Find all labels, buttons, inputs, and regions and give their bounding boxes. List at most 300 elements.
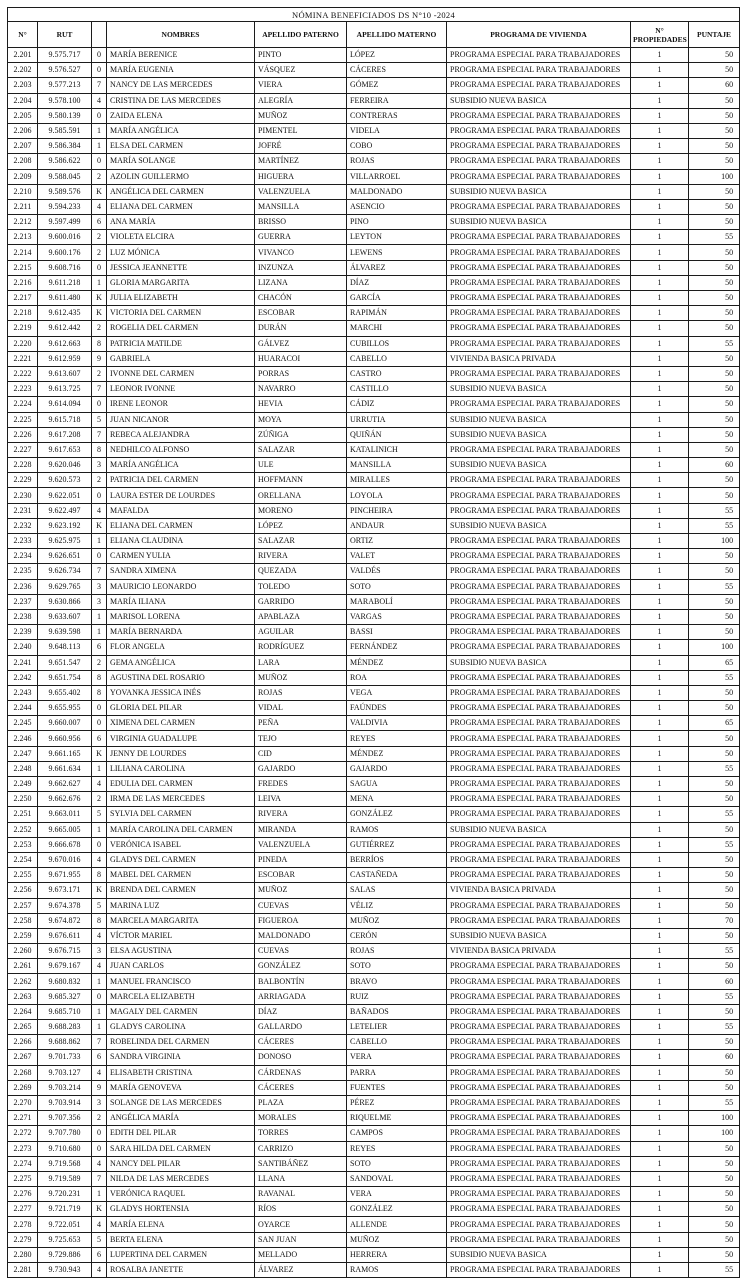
cell-nombres: VÍCTOR MARIEL [107,928,255,943]
cell-apellido-materno: CUBILLOS [347,336,447,351]
cell-apellido-paterno: VALENZUELA [255,837,347,852]
cell-dv: 2 [92,245,107,260]
table-row [8,731,740,746]
cell-num-propiedades: 1 [631,1171,689,1186]
cell-num-propiedades: 1 [631,959,689,974]
cell-apellido-materno: VEGA [347,685,447,700]
cell-numero: 2.265 [8,1020,38,1035]
table-row [8,777,740,792]
cell-apellido-materno: MIRALLES [347,473,447,488]
cell-numero: 2.251 [8,807,38,822]
cell-dv: 0 [92,989,107,1004]
cell-numero: 2.202 [8,63,38,78]
table-row [8,503,740,518]
cell-num-propiedades: 1 [631,48,689,63]
cell-apellido-paterno: ÁLVAREZ [255,1263,347,1278]
cell-apellido-paterno: MORENO [255,503,347,518]
cell-apellido-materno: FERREIRA [347,93,447,108]
cell-puntaje: 50 [689,275,740,290]
cell-programa-vivienda: PROGRAMA ESPECIAL PARA TRABAJADORES [447,974,631,989]
cell-numero: 2.271 [8,1111,38,1126]
table-row [8,1020,740,1035]
cell-rut: 9.608.716 [38,260,92,275]
cell-dv: 2 [92,655,107,670]
cell-apellido-materno: VERA [347,1050,447,1065]
cell-dv: 8 [92,868,107,883]
table-row [8,761,740,776]
cell-programa-vivienda: SUBSIDIO NUEVA BASICA [447,184,631,199]
cell-rut: 9.720.231 [38,1187,92,1202]
cell-num-propiedades: 1 [631,670,689,685]
cell-nombres: VIRGINIA GUADALUPE [107,731,255,746]
cell-numero: 2.252 [8,822,38,837]
cell-apellido-paterno: MALDONADO [255,928,347,943]
cell-dv: K [92,518,107,533]
table-row [8,1187,740,1202]
cell-nombres: ELISABETH CRISTINA [107,1065,255,1080]
cell-apellido-materno: PINCHEIRA [347,503,447,518]
cell-num-propiedades: 1 [631,579,689,594]
cell-programa-vivienda: PROGRAMA ESPECIAL PARA TRABAJADORES [447,594,631,609]
header-num-propiedades: N° PROPIEDADES [631,22,689,48]
cell-rut: 9.611.218 [38,275,92,290]
cell-dv: 1 [92,974,107,989]
cell-dv: 0 [92,549,107,564]
cell-rut: 9.703.914 [38,1095,92,1110]
cell-nombres: MARÍA ANGÉLICA [107,123,255,138]
cell-apellido-materno: QUIÑÁN [347,427,447,442]
cell-dv: 4 [92,1156,107,1171]
cell-apellido-materno: LEWENS [347,245,447,260]
cell-programa-vivienda: PROGRAMA ESPECIAL PARA TRABAJADORES [447,640,631,655]
table-row [8,306,740,321]
cell-nombres: VICTORIA DEL CARMEN [107,306,255,321]
cell-apellido-paterno: CÁCERES [255,1080,347,1095]
cell-nombres: ANA MARÍA [107,215,255,230]
cell-num-propiedades: 1 [631,640,689,655]
cell-programa-vivienda: PROGRAMA ESPECIAL PARA TRABAJADORES [447,564,631,579]
cell-programa-vivienda: PROGRAMA ESPECIAL PARA TRABAJADORES [447,579,631,594]
cell-dv: K [92,746,107,761]
cell-apellido-paterno: RODRÍGUEZ [255,640,347,655]
cell-numero: 2.205 [8,108,38,123]
cell-num-propiedades: 1 [631,701,689,716]
cell-numero: 2.213 [8,230,38,245]
cell-dv: 5 [92,412,107,427]
cell-dv: 2 [92,321,107,336]
cell-apellido-materno: PARRA [347,1065,447,1080]
cell-programa-vivienda: PROGRAMA ESPECIAL PARA TRABAJADORES [447,807,631,822]
cell-puntaje: 100 [689,1111,740,1126]
cell-nombres: ZAIDA ELENA [107,108,255,123]
cell-apellido-materno: GONZÁLEZ [347,1202,447,1217]
table-row [8,944,740,959]
cell-puntaje: 55 [689,579,740,594]
cell-nombres: JULIA ELIZABETH [107,291,255,306]
cell-numero: 2.278 [8,1217,38,1232]
cell-numero: 2.273 [8,1141,38,1156]
cell-puntaje: 55 [689,1020,740,1035]
cell-num-propiedades: 1 [631,868,689,883]
cell-programa-vivienda: VIVIENDA BASICA PRIVADA [447,944,631,959]
cell-apellido-materno: CASTAÑEDA [347,868,447,883]
cell-apellido-materno: ASENCIO [347,199,447,214]
cell-num-propiedades: 1 [631,1095,689,1110]
cell-apellido-materno: CÁDIZ [347,397,447,412]
cell-apellido-materno: RIQUELME [347,1111,447,1126]
cell-nombres: IRMA DE LAS MERCEDES [107,792,255,807]
cell-num-propiedades: 1 [631,397,689,412]
cell-numero: 2.259 [8,928,38,943]
cell-apellido-materno: RAMOS [347,822,447,837]
cell-apellido-paterno: DONOSO [255,1050,347,1065]
cell-dv: 0 [92,48,107,63]
cell-numero: 2.206 [8,123,38,138]
cell-rut: 9.620.573 [38,473,92,488]
cell-apellido-materno: SALAS [347,883,447,898]
cell-puntaje: 60 [689,78,740,93]
cell-puntaje: 50 [689,1065,740,1080]
cell-rut: 9.660.007 [38,716,92,731]
cell-numero: 2.279 [8,1232,38,1247]
cell-programa-vivienda: SUBSIDIO NUEVA BASICA [447,928,631,943]
cell-apellido-materno: CABELLO [347,351,447,366]
cell-rut: 9.661.165 [38,746,92,761]
cell-apellido-materno: ALLENDE [347,1217,447,1232]
cell-apellido-materno: VIDELA [347,123,447,138]
cell-dv: 6 [92,731,107,746]
cell-puntaje: 50 [689,1004,740,1019]
cell-apellido-materno: MÉNDEZ [347,746,447,761]
cell-apellido-paterno: DÍAZ [255,1004,347,1019]
cell-apellido-paterno: INZUNZA [255,260,347,275]
cell-numero: 2.280 [8,1247,38,1262]
cell-dv: 0 [92,716,107,731]
cell-dv: 5 [92,807,107,822]
table-row [8,275,740,290]
cell-programa-vivienda: PROGRAMA ESPECIAL PARA TRABAJADORES [447,199,631,214]
cell-apellido-paterno: CARRIZO [255,1141,347,1156]
cell-programa-vivienda: PROGRAMA ESPECIAL PARA TRABAJADORES [447,1095,631,1110]
cell-rut: 9.597.499 [38,215,92,230]
header-puntaje: PUNTAJE [689,22,740,48]
table-row [8,564,740,579]
cell-rut: 9.651.754 [38,670,92,685]
table-row [8,184,740,199]
cell-numero: 2.270 [8,1095,38,1110]
cell-programa-vivienda: PROGRAMA ESPECIAL PARA TRABAJADORES [447,852,631,867]
cell-puntaje: 100 [689,640,740,655]
cell-programa-vivienda: PROGRAMA ESPECIAL PARA TRABAJADORES [447,230,631,245]
cell-programa-vivienda: PROGRAMA ESPECIAL PARA TRABAJADORES [447,245,631,260]
cell-dv: 4 [92,1065,107,1080]
cell-numero: 2.226 [8,427,38,442]
cell-num-propiedades: 1 [631,230,689,245]
cell-nombres: MARÍA SOLANGE [107,154,255,169]
cell-apellido-paterno: PLAZA [255,1095,347,1110]
cell-dv: 6 [92,1247,107,1262]
cell-apellido-paterno: MUÑOZ [255,670,347,685]
table-row [8,534,740,549]
cell-nombres: MARÍA BERNARDA [107,625,255,640]
cell-rut: 9.576.527 [38,63,92,78]
table-row [8,913,740,928]
cell-apellido-materno: PINO [347,215,447,230]
cell-apellido-materno: REYES [347,1141,447,1156]
cell-numero: 2.235 [8,564,38,579]
cell-nombres: ROSALBA JANETTE [107,1263,255,1278]
cell-apellido-materno: COBO [347,139,447,154]
table-row [8,1095,740,1110]
cell-nombres: NEDHILCO ALFONSO [107,442,255,457]
cell-num-propiedades: 1 [631,321,689,336]
cell-programa-vivienda: PROGRAMA ESPECIAL PARA TRABAJADORES [447,169,631,184]
cell-rut: 9.620.046 [38,458,92,473]
cell-programa-vivienda: PROGRAMA ESPECIAL PARA TRABAJADORES [447,108,631,123]
cell-rut: 9.612.663 [38,336,92,351]
cell-nombres: VERÓNICA ISABEL [107,837,255,852]
cell-rut: 9.680.832 [38,974,92,989]
cell-num-propiedades: 1 [631,898,689,913]
cell-nombres: MAFALDA [107,503,255,518]
cell-apellido-paterno: TORRES [255,1126,347,1141]
table-row [8,336,740,351]
cell-num-propiedades: 1 [631,518,689,533]
cell-puntaje: 50 [689,63,740,78]
cell-apellido-paterno: ALEGRÍA [255,93,347,108]
cell-apellido-paterno: CUEVAS [255,898,347,913]
cell-puntaje: 50 [689,959,740,974]
cell-programa-vivienda: VIVIENDA BASICA PRIVADA [447,351,631,366]
cell-nombres: AGUSTINA DEL ROSARIO [107,670,255,685]
cell-nombres: PATRICIA DEL CARMEN [107,473,255,488]
cell-apellido-paterno: ULE [255,458,347,473]
table-row [8,351,740,366]
cell-num-propiedades: 1 [631,974,689,989]
cell-apellido-paterno: MUÑOZ [255,883,347,898]
cell-num-propiedades: 1 [631,883,689,898]
table-row [8,321,740,336]
cell-dv: 7 [92,1171,107,1186]
table-row [8,959,740,974]
cell-rut: 9.655.955 [38,701,92,716]
cell-numero: 2.241 [8,655,38,670]
cell-programa-vivienda: PROGRAMA ESPECIAL PARA TRABAJADORES [447,777,631,792]
table-row [8,488,740,503]
cell-numero: 2.223 [8,382,38,397]
cell-apellido-paterno: LEIVA [255,792,347,807]
header-programa-vivienda: PROGRAMA DE VIVIENDA [447,22,631,48]
cell-rut: 9.673.171 [38,883,92,898]
cell-numero: 2.224 [8,397,38,412]
table-row [8,108,740,123]
cell-apellido-paterno: CUEVAS [255,944,347,959]
cell-rut: 9.676.611 [38,928,92,943]
cell-dv: 0 [92,154,107,169]
cell-apellido-paterno: PORRAS [255,366,347,381]
cell-numero: 2.250 [8,792,38,807]
cell-numero: 2.254 [8,852,38,867]
cell-num-propiedades: 1 [631,1050,689,1065]
table-row [8,1247,740,1262]
cell-nombres: MARISOL LORENA [107,609,255,624]
cell-programa-vivienda: PROGRAMA ESPECIAL PARA TRABAJADORES [447,1035,631,1050]
cell-dv: 6 [92,1050,107,1065]
cell-numero: 2.220 [8,336,38,351]
cell-puntaje: 60 [689,458,740,473]
table-row [8,625,740,640]
cell-dv: 1 [92,1020,107,1035]
cell-numero: 2.258 [8,913,38,928]
cell-programa-vivienda: PROGRAMA ESPECIAL PARA TRABAJADORES [447,701,631,716]
cell-apellido-paterno: SAN JUAN [255,1232,347,1247]
table-row [8,1065,740,1080]
header-apellido-materno: APELLIDO MATERNO [347,22,447,48]
cell-dv: 1 [92,275,107,290]
cell-rut: 9.676.715 [38,944,92,959]
cell-rut: 9.722.051 [38,1217,92,1232]
cell-num-propiedades: 1 [631,1080,689,1095]
cell-apellido-materno: FAÚNDES [347,701,447,716]
cell-rut: 9.674.872 [38,913,92,928]
cell-nombres: VERÓNICA RAQUEL [107,1187,255,1202]
cell-puntaje: 50 [689,473,740,488]
cell-apellido-materno: LÓPEZ [347,48,447,63]
cell-numero: 2.255 [8,868,38,883]
cell-num-propiedades: 1 [631,837,689,852]
cell-puntaje: 50 [689,1156,740,1171]
cell-puntaje: 55 [689,1263,740,1278]
cell-dv: 8 [92,442,107,457]
cell-apellido-materno: BRAVO [347,974,447,989]
cell-apellido-paterno: RAVANAL [255,1187,347,1202]
cell-apellido-paterno: PINTO [255,48,347,63]
cell-nombres: SARA HILDA DEL CARMEN [107,1141,255,1156]
cell-apellido-materno: CASTILLO [347,382,447,397]
cell-nombres: GLADYS DEL CARMEN [107,852,255,867]
cell-numero: 2.245 [8,716,38,731]
cell-rut: 9.586.622 [38,154,92,169]
cell-dv: 1 [92,625,107,640]
cell-puntaje: 50 [689,412,740,427]
cell-numero: 2.222 [8,366,38,381]
cell-num-propiedades: 1 [631,822,689,837]
cell-apellido-materno: SOTO [347,959,447,974]
cell-rut: 9.594.233 [38,199,92,214]
table-row [8,868,740,883]
table-row [8,670,740,685]
header-nombres: NOMBRES [107,22,255,48]
cell-num-propiedades: 1 [631,93,689,108]
cell-num-propiedades: 1 [631,731,689,746]
cell-programa-vivienda: PROGRAMA ESPECIAL PARA TRABAJADORES [447,761,631,776]
cell-programa-vivienda: PROGRAMA ESPECIAL PARA TRABAJADORES [447,48,631,63]
cell-numero: 2.225 [8,412,38,427]
cell-puntaje: 50 [689,245,740,260]
cell-numero: 2.242 [8,670,38,685]
table-row [8,640,740,655]
cell-dv: 0 [92,837,107,852]
cell-nombres: MARÍA ILIANA [107,594,255,609]
cell-programa-vivienda: PROGRAMA ESPECIAL PARA TRABAJADORES [447,1141,631,1156]
cell-apellido-materno: VILLARROEL [347,169,447,184]
cell-programa-vivienda: PROGRAMA ESPECIAL PARA TRABAJADORES [447,397,631,412]
cell-puntaje: 50 [689,1187,740,1202]
cell-dv: 8 [92,913,107,928]
cell-numero: 2.261 [8,959,38,974]
table-row [8,382,740,397]
cell-apellido-paterno: APABLAZA [255,609,347,624]
cell-numero: 2.221 [8,351,38,366]
cell-dv: 3 [92,579,107,594]
cell-programa-vivienda: PROGRAMA ESPECIAL PARA TRABAJADORES [447,746,631,761]
cell-dv: 1 [92,761,107,776]
cell-apellido-paterno: VIVANCO [255,245,347,260]
cell-apellido-materno: MÉNDEZ [347,655,447,670]
cell-rut: 9.626.734 [38,564,92,579]
cell-numero: 2.257 [8,898,38,913]
table-row [8,807,740,822]
cell-apellido-paterno: GARRIDO [255,594,347,609]
cell-nombres: ELIANA DEL CARMEN [107,518,255,533]
cell-rut: 9.648.113 [38,640,92,655]
cell-apellido-paterno: ORELLANA [255,488,347,503]
cell-dv: 1 [92,139,107,154]
cell-numero: 2.263 [8,989,38,1004]
cell-dv: 7 [92,78,107,93]
cell-apellido-materno: REYES [347,731,447,746]
cell-rut: 9.589.576 [38,184,92,199]
cell-rut: 9.629.765 [38,579,92,594]
cell-nombres: GEMA ANGÉLICA [107,655,255,670]
cell-numero: 2.266 [8,1035,38,1050]
cell-puntaje: 50 [689,1247,740,1262]
cell-nombres: JESSICA JEANNETTE [107,260,255,275]
cell-numero: 2.212 [8,215,38,230]
cell-apellido-materno: MENA [347,792,447,807]
cell-numero: 2.214 [8,245,38,260]
cell-num-propiedades: 1 [631,215,689,230]
cell-rut: 9.730.943 [38,1263,92,1278]
cell-dv: 4 [92,1263,107,1278]
cell-programa-vivienda: PROGRAMA ESPECIAL PARA TRABAJADORES [447,685,631,700]
cell-programa-vivienda: PROGRAMA ESPECIAL PARA TRABAJADORES [447,837,631,852]
cell-programa-vivienda: PROGRAMA ESPECIAL PARA TRABAJADORES [447,1187,631,1202]
cell-puntaje: 50 [689,609,740,624]
cell-dv: 9 [92,351,107,366]
cell-dv: 1 [92,609,107,624]
cell-apellido-paterno: ESCOBAR [255,868,347,883]
cell-apellido-materno: RUIZ [347,989,447,1004]
cell-puntaje: 50 [689,260,740,275]
cell-programa-vivienda: PROGRAMA ESPECIAL PARA TRABAJADORES [447,321,631,336]
cell-nombres: MARCELA MARGARITA [107,913,255,928]
cell-rut: 9.580.139 [38,108,92,123]
cell-puntaje: 50 [689,1217,740,1232]
cell-programa-vivienda: SUBSIDIO NUEVA BASICA [447,427,631,442]
cell-dv: 1 [92,1004,107,1019]
cell-dv: 6 [92,215,107,230]
cell-apellido-paterno: OYARCE [255,1217,347,1232]
cell-puntaje: 50 [689,291,740,306]
cell-rut: 9.612.959 [38,351,92,366]
table-row [8,685,740,700]
cell-nombres: EDITH DEL PILAR [107,1126,255,1141]
table-row [8,1004,740,1019]
cell-nombres: ANGÉLICA MARÍA [107,1111,255,1126]
cell-apellido-materno: CAMPOS [347,1126,447,1141]
cell-apellido-paterno: FREDES [255,777,347,792]
